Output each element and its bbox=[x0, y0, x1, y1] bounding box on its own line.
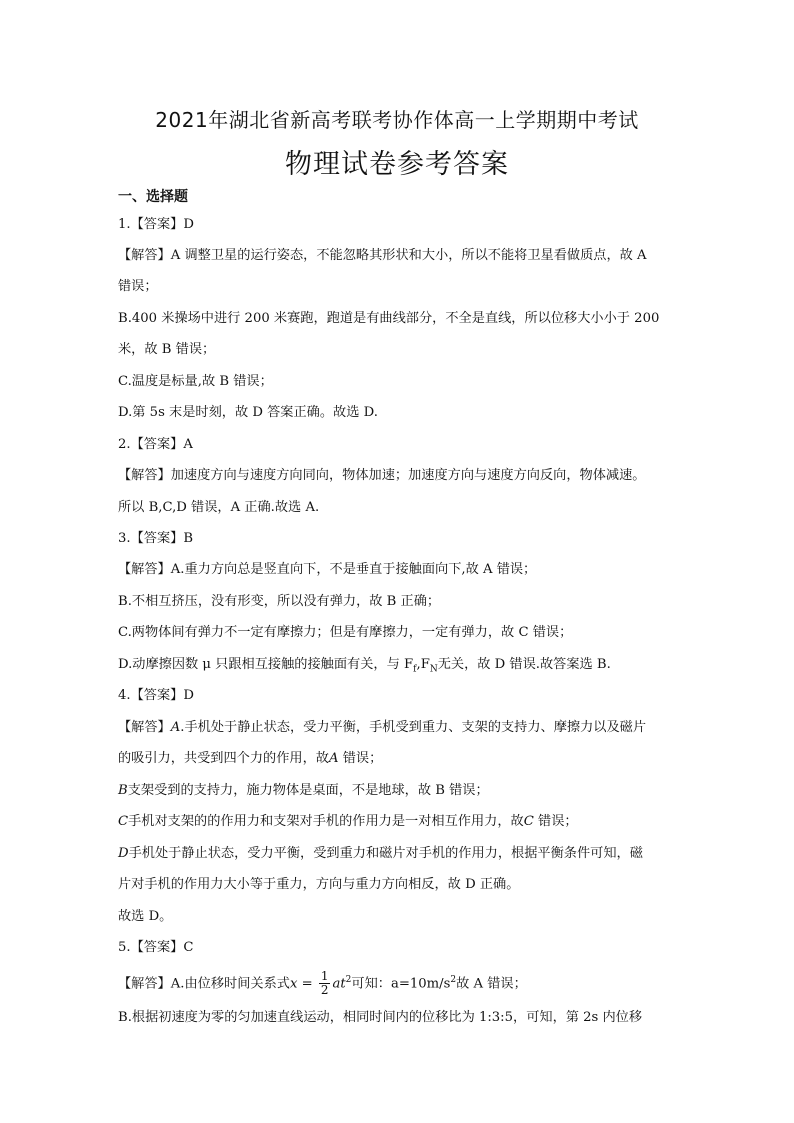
q4a-text: .手机处于静止状态，受力平衡，手机受到重力、支架的支持力、摩擦力以及磁片 bbox=[180, 720, 647, 735]
q4a-prefix: 【解答】 bbox=[118, 720, 171, 735]
q5a-unit-exp: 2 bbox=[450, 975, 457, 985]
q3-explanation-line: C.两物体间有弹力不一定有摩擦力；但是有摩擦力，一定有弹力，故 C 错误； bbox=[118, 625, 573, 640]
fraction bbox=[319, 970, 331, 997]
q4c-end-text: 错误； bbox=[533, 814, 578, 829]
q4-explanation-line bbox=[118, 845, 680, 863]
q1-answer: 1.【答案】D bbox=[118, 217, 194, 232]
q5-explanation-line bbox=[118, 966, 680, 998]
q5a-tail: 故 A 错误； bbox=[456, 976, 527, 992]
q2-answer: 2.【答案】A bbox=[118, 437, 193, 452]
q4a-cont: 的吸引力，共受到四个力的作用，故 bbox=[118, 751, 329, 766]
answer-key-title: 物理试卷参考答案 bbox=[285, 149, 509, 180]
q3d-sub-f: f bbox=[413, 664, 417, 675]
q4a-letter: A bbox=[170, 720, 181, 735]
q3-explanation-line bbox=[118, 656, 680, 679]
q3d-after: 无关，故 D 错误.故答案选 B. bbox=[437, 657, 611, 672]
q5a-before: 【解答】A.由位移时间关系式 bbox=[118, 976, 290, 992]
q3-explanation-line: B.不相互挤压，没有形变，所以没有弹力，故 B 正确； bbox=[118, 594, 441, 609]
q5-explanation-line: B.根据初速度为零的匀加速直线运动，相同时间内的位移比为 1:3:5，可知，第 2s 内位移 bbox=[118, 1010, 643, 1025]
q3-explanation-line: 【解答】A.重力方向总是竖直向下，不是垂直于接触面向下,故 A 错误； bbox=[118, 562, 537, 577]
q4a-end-text: 错误； bbox=[338, 751, 383, 766]
q1-explanation-line: 【解答】A 调整卫星的运行姿态，不能忽略其形状和大小，所以不能将卫星看做质点，故 A bbox=[118, 248, 647, 263]
q4-conclusion: 故选 D。 bbox=[118, 909, 173, 924]
q4-explanation-line bbox=[118, 750, 680, 768]
q4b-letter: B bbox=[118, 783, 128, 798]
q4c-text: 手机对支架的的作用力和支架对手机的作用力是一对相互作用力，故 bbox=[128, 814, 524, 829]
q4-explanation-line bbox=[118, 719, 680, 737]
q3d-before: D.动摩擦因数 μ 只跟相互接触的接触面有关，与 F bbox=[118, 657, 414, 672]
exam-title: 2021年湖北省新高考联考协作体高一上学期期中考试 bbox=[155, 108, 639, 132]
q4-explanation-line bbox=[118, 813, 680, 831]
q5a-term: at bbox=[332, 976, 346, 992]
q4b-text: 支架受到的支持力，施力物体是桌面，不是地球，故 B 错误； bbox=[127, 783, 489, 798]
q4c-end-letter: C bbox=[523, 814, 534, 829]
q4c-letter: C bbox=[118, 814, 129, 829]
q5a-after: 可知：a=10m/s bbox=[351, 976, 451, 992]
section-heading: 一、选择题 bbox=[118, 189, 188, 205]
q4d-text: 手机处于静止状态，受力平衡，受到重力和磁片对手机的作用力，根据平衡条件可知，磁 bbox=[128, 846, 643, 861]
q4-explanation-line: 片对手机的作用力大小等于重力，方向与重力方向相反，故 D 正确。 bbox=[118, 877, 520, 892]
q5a-exp: 2 bbox=[345, 975, 352, 985]
q5-answer: 5.【答案】C bbox=[118, 940, 194, 955]
q4d-letter: D bbox=[118, 846, 129, 861]
q4-answer: 4.【答案】D bbox=[118, 688, 194, 703]
q1-explanation-line: 错误； bbox=[118, 279, 158, 294]
q3-answer: 3.【答案】B bbox=[118, 531, 194, 546]
q1-explanation-line: 米，故 B 错误； bbox=[118, 342, 216, 357]
fraction-denominator: 2 bbox=[320, 983, 329, 998]
q1-explanation-line: B.400 米操场中进行 200 米赛跑，跑道是有曲线部分，不全是直线，所以位移大小小于 200 bbox=[118, 311, 660, 326]
q3d-sub-n: N bbox=[429, 664, 438, 675]
q4-explanation-line bbox=[118, 782, 680, 800]
q5a-var: x bbox=[289, 976, 298, 992]
q3d-mid: ,F bbox=[416, 657, 430, 672]
q5a-eq: = bbox=[297, 976, 317, 992]
q2-explanation-line: 【解答】加速度方向与速度方向同向，物体加速；加速度方向与速度方向反向，物体减速。 bbox=[118, 468, 646, 483]
fraction-numerator: 1 bbox=[320, 969, 329, 984]
q2-explanation-line: 所以 B,C,D 错误，A 正确.故选 A. bbox=[118, 500, 320, 515]
q1-explanation-line: D.第 5s 末是时刻，故 D 答案正确。故选 D. bbox=[118, 405, 378, 420]
q4a-end-letter: A bbox=[329, 751, 339, 766]
q1-explanation-line: C.温度是标量,故 B 错误； bbox=[118, 374, 273, 389]
